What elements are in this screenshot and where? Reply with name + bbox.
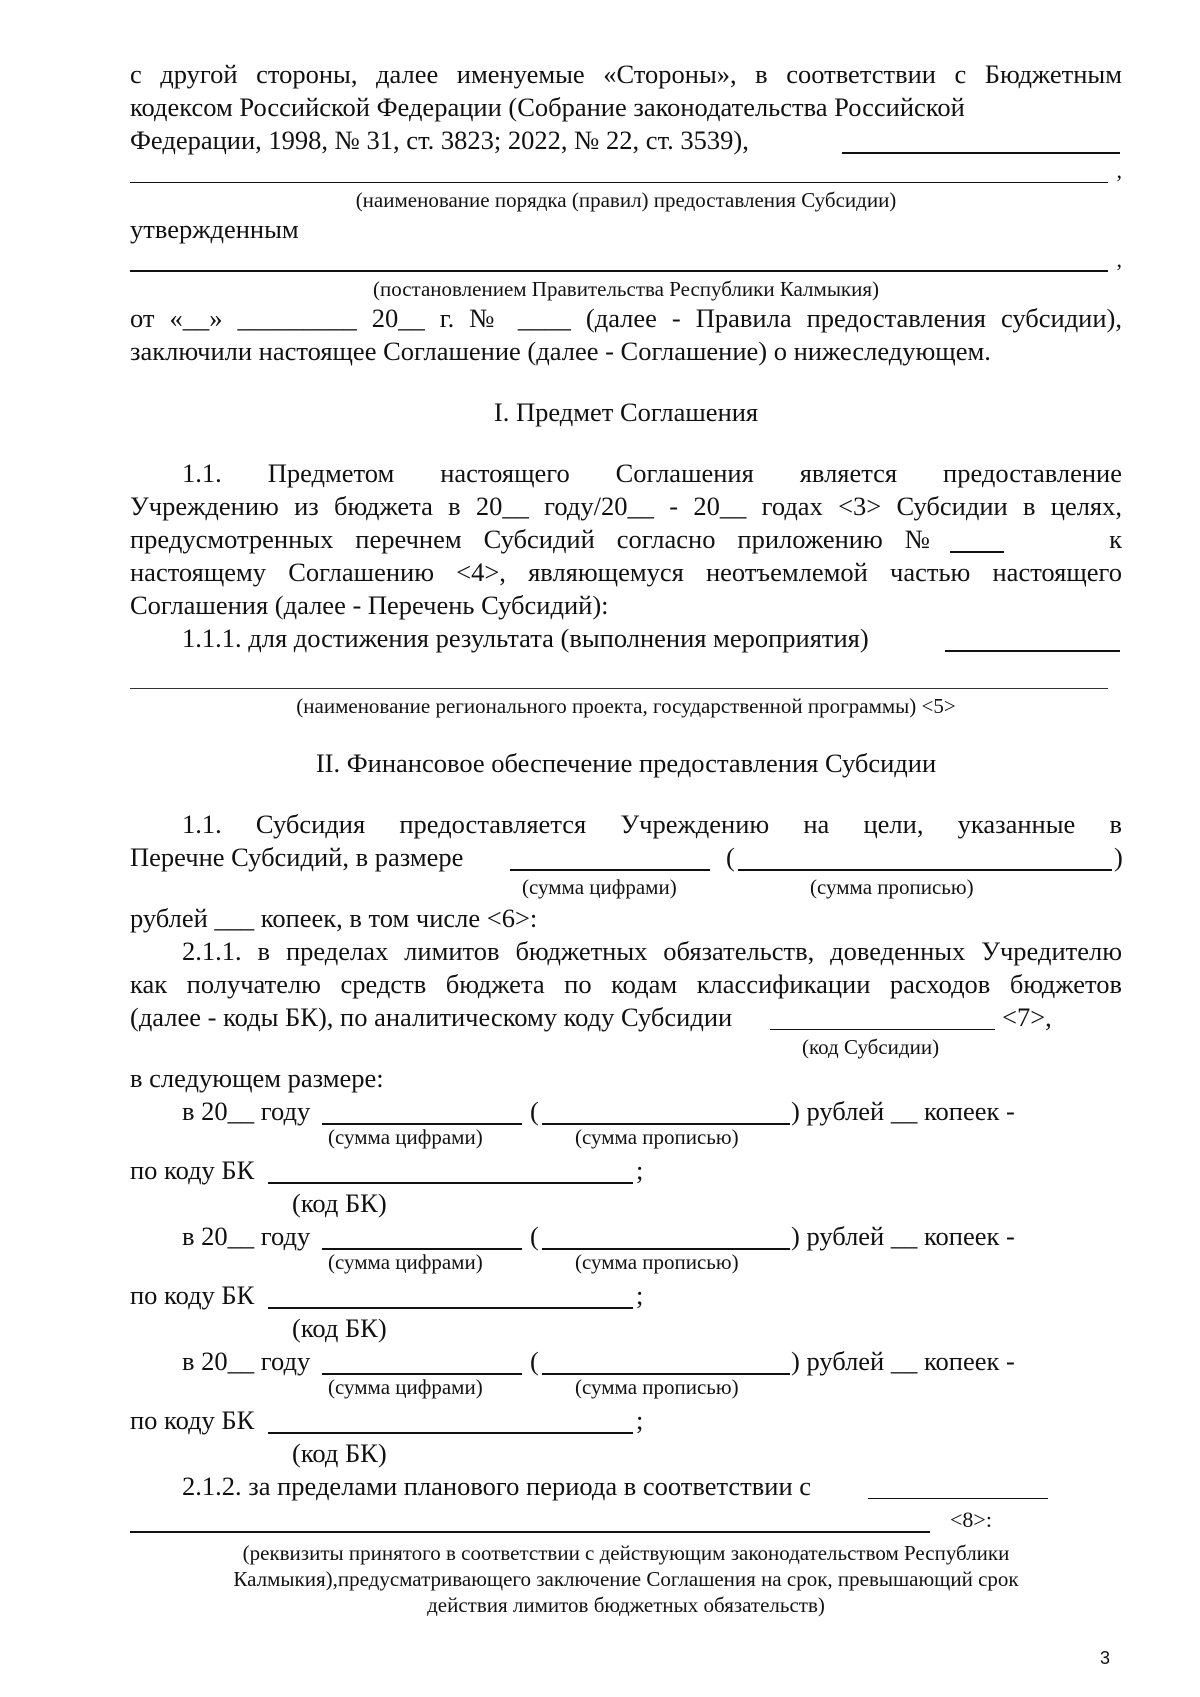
section-1-title: I. Предмет Соглашения <box>493 397 759 427</box>
intro-line-3-text: Федерации, 1998, № 31, ст. 3823; 2022, № 22, ст. 3539), <box>130 125 749 155</box>
intro-line-1: с другой стороны, далее именуемые «Стороны», в соответствии с Бюджетным <box>130 59 1122 89</box>
year-rubles-text: ) рублей __ копеек - <box>791 1346 1015 1376</box>
year-captions <box>130 1375 1122 1404</box>
s1-p1-line-3-k: к <box>1109 524 1122 554</box>
year-open-paren: ( <box>530 1096 539 1126</box>
year-open-paren: ( <box>530 1221 539 1251</box>
rules-name-rule <box>130 182 1108 183</box>
caption-requisites-3: действия лимитов бюджетных обязательств) <box>427 1593 825 1617</box>
year-label: в 20__ году <box>182 1346 311 1376</box>
s2-p211-line-2: как получателю средств бюджета по кодам классификации расходов бюджетов <box>130 969 1122 999</box>
rubles-line: рублей ___ копеек, в том числе <6>: <box>130 903 538 933</box>
kbk-caption-row <box>130 1312 1122 1345</box>
decree-rule <box>130 270 1108 272</box>
caption-kbk: (код БК) <box>292 1313 387 1343</box>
kbk-blank <box>268 1283 633 1309</box>
year-sum-words-blank <box>542 1349 790 1375</box>
ref-7: <7>, <box>1002 1002 1052 1032</box>
kbk-caption-row <box>130 1437 1122 1470</box>
decree-comma: , <box>1116 247 1122 272</box>
year-block-1 <box>130 1095 1122 1220</box>
appendix-number-blank <box>950 527 1004 553</box>
kbk-row <box>130 1154 1122 1187</box>
s1-p1-line-3 <box>130 523 1122 556</box>
year-sum-digits-blank <box>322 1224 522 1250</box>
s1-p1-line-1: 1.1. Предметом настоящего Соглашения является предоставление <box>182 458 1122 488</box>
kbk-label: по коду БК <box>130 1280 255 1310</box>
year-open-paren: ( <box>530 1346 539 1376</box>
intro-line-2: кодексом Российской Федерации (Собрание законодательства Российской <box>130 92 965 122</box>
date-line: от «__» _________ 20__ г. № ____ (далее - Правила предоставления субсидии), <box>130 303 1122 333</box>
kbk-row <box>130 1279 1122 1312</box>
caption-requisites-2: Калмыкия),предусматривающего заключение Соглашения на срок, превышающий срок <box>233 1567 1019 1591</box>
caption-subsidy-code: (код Субсидии) <box>802 1035 940 1059</box>
subsidy-code-blank <box>770 1005 995 1030</box>
rules-comma: , <box>1116 158 1122 183</box>
s1-p1-line-5: Соглашения (далее - Перечень Субсидий): <box>130 590 609 620</box>
result-blank <box>945 626 1120 652</box>
caption-year-digits: (сумма цифрами) <box>328 1125 483 1149</box>
kbk-label: по коду БК <box>130 1155 255 1185</box>
year-block-3 <box>130 1345 1122 1470</box>
document-body <box>130 58 1122 1618</box>
s2-p1-line-2 <box>130 841 1122 874</box>
s2-p211-line-1: 2.1.1. в пределах лимитов бюджетных обязательств, доведенных Учредителю <box>182 936 1122 966</box>
s1-p111-text: 1.1.1. для достижения результата (выполнения мероприятия) <box>182 623 869 653</box>
concluded-line: заключили настоящее Соглашение (далее - Соглашение) о нижеследующем. <box>130 336 991 366</box>
caption-requisites-1: (реквизиты принятого в соответствии с действующим законодательством Республики <box>242 1541 1010 1565</box>
rules-name-line <box>130 157 1122 187</box>
kbk-blank <box>268 1408 633 1434</box>
caption-decree: (постановлением Правительства Республики Калмыкия) <box>372 277 880 301</box>
code-caption-row <box>130 1034 1122 1062</box>
section-2-title: II. Финансовое обеспечение предоставления Субсидии <box>315 748 937 778</box>
s2-p1-line-1: 1.1. Субсидия предоставляется Учреждению на цели, указанные в <box>182 809 1122 839</box>
s2-p212-text: 2.1.2. за пределами планового периода в соответствии с <box>182 1471 812 1501</box>
sum-digits-blank <box>510 845 710 871</box>
kbk-caption-row <box>130 1187 1122 1220</box>
next-amount-line: в следующем размере: <box>130 1063 384 1093</box>
year-sum-digits-blank <box>322 1099 522 1125</box>
caption-kbk: (код БК) <box>292 1438 387 1468</box>
s1-p1-line-4: настоящему Соглашению <4>, являющемуся неотъемлемой частью настоящего <box>130 557 1122 587</box>
kbk-semicolon: ; <box>636 1405 644 1435</box>
project-line <box>130 655 1122 693</box>
caption-year-words: (сумма прописью) <box>575 1375 739 1399</box>
caption-year-words: (сумма прописью) <box>575 1250 739 1274</box>
intro-line-3 <box>130 124 1122 157</box>
s1-p1-line-2: Учреждению из бюджета в 20__ году/20__ - 20__ годах <3> Субсидии в целях, <box>130 491 1122 521</box>
s2-p212-line <box>130 1470 1122 1503</box>
beyond-period-blank <box>868 1474 1048 1499</box>
kbk-blank <box>268 1158 633 1184</box>
s2-p211-line-3-text: (далее - коды БК), по аналитическому коду Субсидии <box>130 1002 733 1032</box>
year-rubles-text: ) рублей __ копеек - <box>791 1096 1015 1126</box>
s1-p111-line <box>130 622 1122 655</box>
year-label: в 20__ году <box>182 1221 311 1251</box>
caption-sum-digits: (сумма цифрами) <box>522 875 677 899</box>
caption-year-words: (сумма прописью) <box>575 1125 739 1149</box>
caption-kbk: (код БК) <box>292 1188 387 1218</box>
year-label: в 20__ году <box>182 1096 311 1126</box>
sum-words-blank <box>738 845 1112 871</box>
close-paren: ) <box>1114 842 1123 872</box>
caption-rules: (наименование порядка (правил) предоставления Субсидии) <box>355 188 897 212</box>
sum-captions <box>130 874 1122 902</box>
caption-sum-words: (сумма прописью) <box>810 875 974 899</box>
ref-8: <8>: <box>950 1507 992 1532</box>
s2-p1-line-2-text: Перечне Субсидий, в размере <box>130 842 464 872</box>
decree-line <box>130 246 1122 276</box>
year-sum-words-blank <box>542 1099 790 1125</box>
s1-p1-line-3-text: предусмотренных перечнем Субсидий согласно приложению № <box>130 524 930 554</box>
year-sum-digits-blank <box>322 1349 522 1375</box>
kbk-semicolon: ; <box>636 1280 644 1310</box>
approved-word: утвержденным <box>130 214 299 244</box>
requisites-line <box>130 1503 1122 1536</box>
year-captions <box>130 1125 1122 1154</box>
year-block-2 <box>130 1220 1122 1345</box>
year-rubles-text: ) рублей __ копеек - <box>791 1221 1015 1251</box>
kbk-semicolon: ; <box>636 1155 644 1185</box>
page-number: 3 <box>1099 1648 1110 1668</box>
rules-blank <box>842 128 1120 154</box>
open-paren: ( <box>726 842 735 872</box>
requisites-blank <box>130 1507 930 1533</box>
caption-year-digits: (сумма цифрами) <box>328 1375 483 1399</box>
kbk-row <box>130 1404 1122 1437</box>
kbk-label: по коду БК <box>130 1405 255 1435</box>
caption-year-digits: (сумма цифрами) <box>328 1250 483 1274</box>
project-rule <box>130 688 1108 689</box>
caption-project: (наименование регионального проекта, государственной программы) <5> <box>296 694 956 718</box>
year-captions <box>130 1250 1122 1279</box>
year-sum-words-blank <box>542 1224 790 1250</box>
s2-p211-line-3 <box>130 1001 1122 1034</box>
